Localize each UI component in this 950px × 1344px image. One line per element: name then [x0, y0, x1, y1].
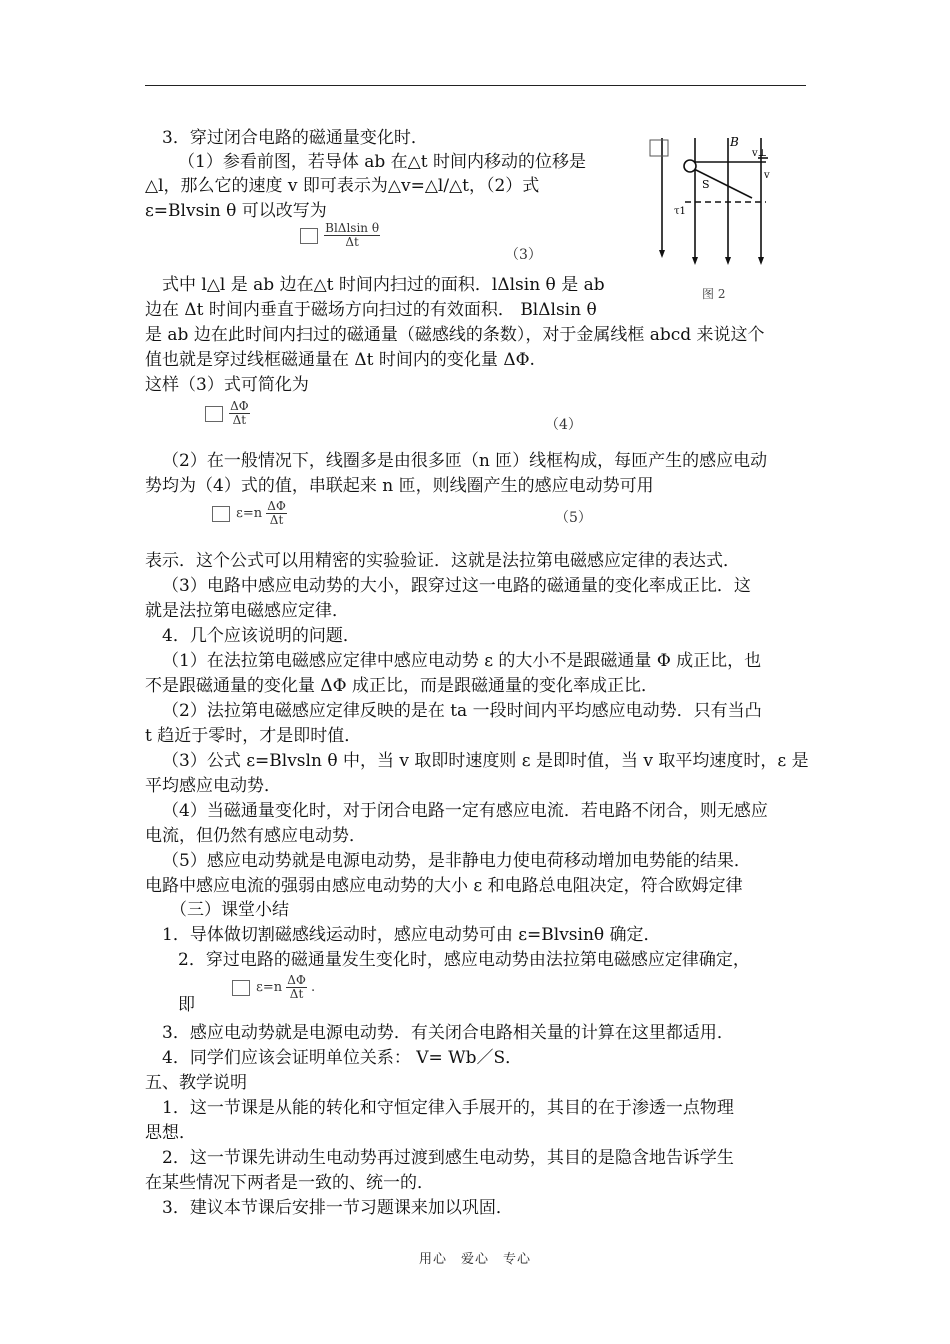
text-line: 是 ab 边在此时间内扫过的磁通量（磁感线的条数），对于金属线框 abcd 来说这个 — [145, 325, 765, 345]
formula-3 — [300, 222, 380, 249]
text-line: （5）感应电动势就是电源电动势，是非静电力使电荷移动增加电势能的结果． — [162, 851, 751, 871]
figure-2-diagram — [640, 130, 790, 305]
formula-5-numerator: ΔΦ — [267, 499, 286, 513]
section-heading: 五、教学说明 — [145, 1073, 247, 1093]
figure-caption: 图 2 — [702, 287, 726, 301]
formula-5-denominator: Δt — [269, 513, 284, 527]
text-line: 这样（3）式可简化为 — [145, 375, 309, 395]
page-footer: 用心 爱心 专心 — [418, 1252, 531, 1267]
text-line: 表示．这个公式可以用精密的实验验证．这就是法拉第电磁感应定律的表达式． — [145, 551, 740, 571]
placeholder-icon — [212, 506, 230, 522]
figure-label-B: B — [730, 135, 739, 149]
text-line: 4．同学们应该会证明单位关系： V= Wb／S． — [162, 1048, 523, 1068]
text-line: 2．这一节课先讲动生电动势再过渡到感生电动势，其目的是隐含地告诉学生 — [162, 1148, 734, 1168]
text-line: 2．穿过电路的磁通量发生变化时，感应电动势由法拉第电磁感应定律确定， — [178, 950, 750, 970]
text-line: △l，那么它的速度 v 即可表示为△v=△l/△t，（2）式 — [145, 176, 540, 196]
formula-3-denominator: Δt — [345, 235, 359, 249]
formula-4-denominator: Δt — [232, 413, 247, 427]
figure-label-r: τ1 — [674, 206, 686, 217]
text-line: （1）在法拉第电磁感应定律中感应电动势 ε 的大小不是跟磁通量 Φ 成正比，也 — [162, 651, 762, 671]
text-line: t 趋近于零时，才是即时值． — [145, 726, 362, 746]
text-line: 势均为（4）式的值，串联起来 n 匝，则线圈产生的感应电动势可用 — [145, 476, 654, 496]
text-line: 3．建议本节课后安排一节习题课来加以巩固． — [162, 1198, 513, 1218]
formula-6: ε=n $\frac{\Delta\Phi}{\Delta t}$ . — [232, 974, 315, 1001]
section-heading: （三）课堂小结 — [170, 900, 289, 920]
text-line: 不是跟磁通量的变化量 ΔΦ 成正比，而是跟磁通量的变化率成正比． — [145, 676, 659, 696]
formula-5-lhs: ε=n — [236, 506, 263, 521]
text-line: （1）参看前图，若导体 ab 在△t 时间内移动的位移是 — [178, 152, 586, 172]
text-line: 1．导体做切割磁感线运动时，感应电动势可由 ε=Blvsinθ 确定． — [162, 925, 661, 945]
header-rule — [145, 85, 806, 86]
text-line: 3．感应电动势就是电源电动势．有关闭合电路相关量的计算在这里都适用． — [162, 1023, 734, 1043]
formula-4 — [205, 400, 250, 427]
figure-label-s: S — [702, 178, 710, 191]
text-line: （3）电路中感应电动势的大小，跟穿过这一电路的磁通量的变化率成正比．这 — [162, 576, 751, 596]
text-line: （2）法拉第电磁感应定律反映的是在 ta 一段时间内平均感应电动势．只有当凸 — [162, 701, 762, 721]
placeholder-icon — [232, 980, 250, 996]
text-line: （3）公式 ε=Blvsln θ 中，当 v 取即时速度则 ε 是即时值，当 v 取平均速度时，ε 是 — [162, 751, 809, 771]
text-line: 边在 Δt 时间内垂直于磁场方向扫过的有效面积． BlΔlsin θ — [145, 300, 597, 320]
placeholder-icon — [300, 228, 318, 244]
formula-6-lhs: ε=n — [256, 980, 283, 995]
text-line: 即 — [178, 995, 195, 1015]
equation-number-4: （4） — [545, 417, 582, 433]
text-line: 思想． — [145, 1123, 196, 1143]
text-line: 式中 l△l 是 ab 边在△t 时间内扫过的面积．lΔlsin θ 是 ab — [162, 275, 605, 295]
formula-6-numerator: ΔΦ — [287, 973, 306, 987]
formula-4-numerator: ΔΦ — [230, 399, 249, 413]
text-line: 电路中感应电流的强弱由感应电动势的大小 ε 和电路总电阻决定，符合欧姆定律 — [145, 876, 743, 896]
figure-label-v1: v⊥ — [752, 148, 768, 159]
formula-6-denominator: Δt — [289, 987, 304, 1001]
text-line: 1．这一节课是从能的转化和守恒定律入手展开的，其目的在于渗透一点物理 — [162, 1098, 734, 1118]
text-line: 4．几个应该说明的问题． — [162, 626, 360, 646]
placeholder-icon — [205, 406, 223, 422]
text-line: （2）在一般情况下，线圈多是由很多匝（n 匝）线框构成，每匝产生的感应电动 — [162, 451, 768, 471]
equation-number-5: （5） — [555, 510, 592, 526]
text-line: 3．穿过闭合电路的磁通量变化时． — [162, 128, 428, 148]
text-line: 平均感应电动势． — [145, 776, 281, 796]
figure-label-v: v — [764, 170, 770, 181]
formula-3-numerator: BlΔlsin θ — [325, 221, 380, 235]
equation-number-3: （3） — [505, 247, 542, 263]
text-line: 值也就是穿过线框磁通量在 Δt 时间内的变化量 ΔΦ. — [145, 350, 535, 370]
text-line: 电流，但仍然有感应电动势． — [145, 826, 366, 846]
text-line: （4）当磁通量变化时，对于闭合电路一定有感应电流．若电路不闭合，则无感应 — [162, 801, 768, 821]
text-line: 在某些情况下两者是一致的、统一的． — [145, 1173, 434, 1193]
text-line: 就是法拉第电磁感应定律． — [145, 601, 349, 621]
formula-5 — [212, 500, 287, 527]
text-line: ε=Blvsin θ 可以改写为 — [145, 201, 327, 221]
